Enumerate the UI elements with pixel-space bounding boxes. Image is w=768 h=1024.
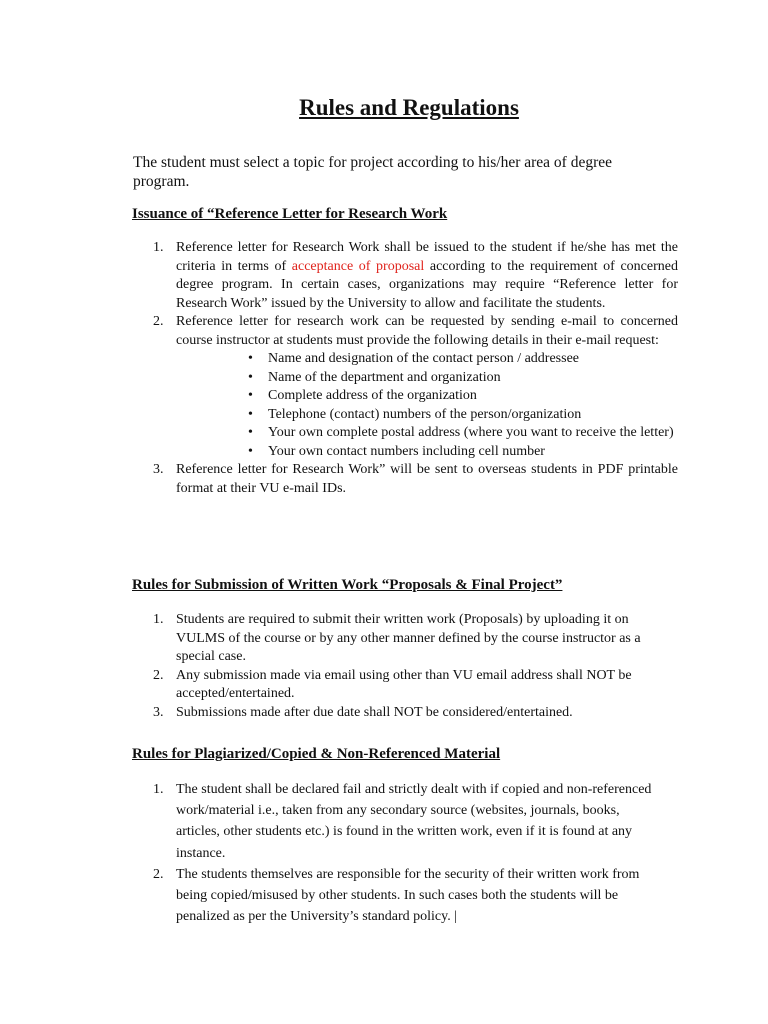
written-work-list: [153, 611, 648, 722]
list-text: Submissions made after due date shall NOT be considered/entertained.: [176, 704, 573, 720]
section-heading-plagiarism: Rules for Plagiarized/Copied & Non-Referenced Material: [132, 746, 501, 762]
list-text: Students are required to submit their written work (Proposals) by uploading it on VULMS of the course or by any other manner defined by the course instructor as a special case.: [176, 612, 641, 664]
bullet-item: [248, 424, 678, 443]
bullet-icon: •: [248, 351, 253, 366]
section-heading-written-work: Rules for Submission of Written Work “Proposals & Final Project”: [132, 577, 563, 593]
bullet-icon: •: [248, 388, 253, 403]
bullet-icon: •: [248, 425, 253, 440]
list-item: [153, 239, 678, 313]
list-item: [153, 864, 653, 928]
list-item: [153, 611, 648, 667]
list-item: [153, 704, 648, 723]
list-number: 2.: [153, 667, 164, 683]
bullet-item: [248, 369, 678, 388]
bullet-text: Your own complete postal address (where you want to receive the letter): [268, 425, 674, 440]
list-number: 2.: [153, 314, 164, 329]
bullet-item: [248, 443, 678, 462]
list-number: 1.: [153, 612, 164, 627]
list-item: [153, 667, 648, 704]
bullet-text: Name of the department and organization: [268, 369, 501, 385]
list-text: The student shall be declared fail and strictly dealt with if copied and non-referenced work/material i.e., taken from any secondary source (websites, journals, books, articles, other students etc.) is found in the written work, even if it is found at any instance.: [176, 782, 652, 861]
list-text: Reference letter for research work can be requested by sending e-mail to concerned course instructor at students must provide the following details in their e-mail request:: [176, 314, 678, 348]
list-number: 3.: [153, 462, 164, 477]
bullet-icon: •: [248, 443, 253, 459]
section-heading-reference-letter: Issuance of “Reference Letter for Research Work: [132, 206, 448, 222]
bullet-icon: •: [248, 369, 253, 385]
page-title-text: Rules and Regulations: [299, 95, 519, 120]
page-title: [0, 95, 768, 121]
bullet-item: [248, 350, 678, 369]
list-text: Any submission made via email using other than VU email address shall NOT be accepted/entertained.: [176, 667, 632, 701]
list-text: Reference letter for Research Work shall be issued to the student if he/she has met the criteria in terms of: [176, 240, 678, 274]
list-text: Reference letter for Research Work” will be sent to overseas students in PDF printable format at their VU e-mail IDs.: [176, 462, 678, 496]
bullet-text: Telephone (contact) numbers of the person/organization: [268, 406, 582, 422]
reference-letter-list: [153, 239, 678, 498]
list-number: 1.: [153, 782, 164, 797]
list-text: The students themselves are responsible for the security of their written work from being copied/misused by other students. In such cases both the students will be penalized as per the University’s standard policy. |: [176, 866, 640, 925]
plagiarism-rules-list: [153, 779, 653, 927]
highlighted-text: acceptance of proposal: [291, 258, 425, 274]
list-text: according to the requirement of concerned degree program. In certain cases, organizations may require “Reference letter for Research Work” issued by the University to allow and facilitate the students.: [176, 258, 678, 311]
bullet-item: [248, 387, 678, 406]
list-item: [153, 313, 678, 461]
list-item: [153, 461, 678, 498]
list-number: 2.: [153, 866, 164, 882]
intro-paragraph: The student must select a topic for project according to his/her area of degree program.: [133, 154, 613, 190]
bullet-text: Complete address of the organization: [268, 388, 477, 403]
bullet-text: Name and designation of the contact person / addressee: [268, 351, 580, 366]
list-item: [153, 779, 653, 864]
details-bullet-list: [248, 350, 678, 461]
list-number: 3.: [153, 704, 164, 720]
bullet-text: Your own contact numbers including cell number: [268, 443, 545, 459]
bullet-icon: •: [248, 406, 253, 422]
list-number: 1.: [153, 240, 164, 255]
bullet-item: [248, 406, 678, 425]
